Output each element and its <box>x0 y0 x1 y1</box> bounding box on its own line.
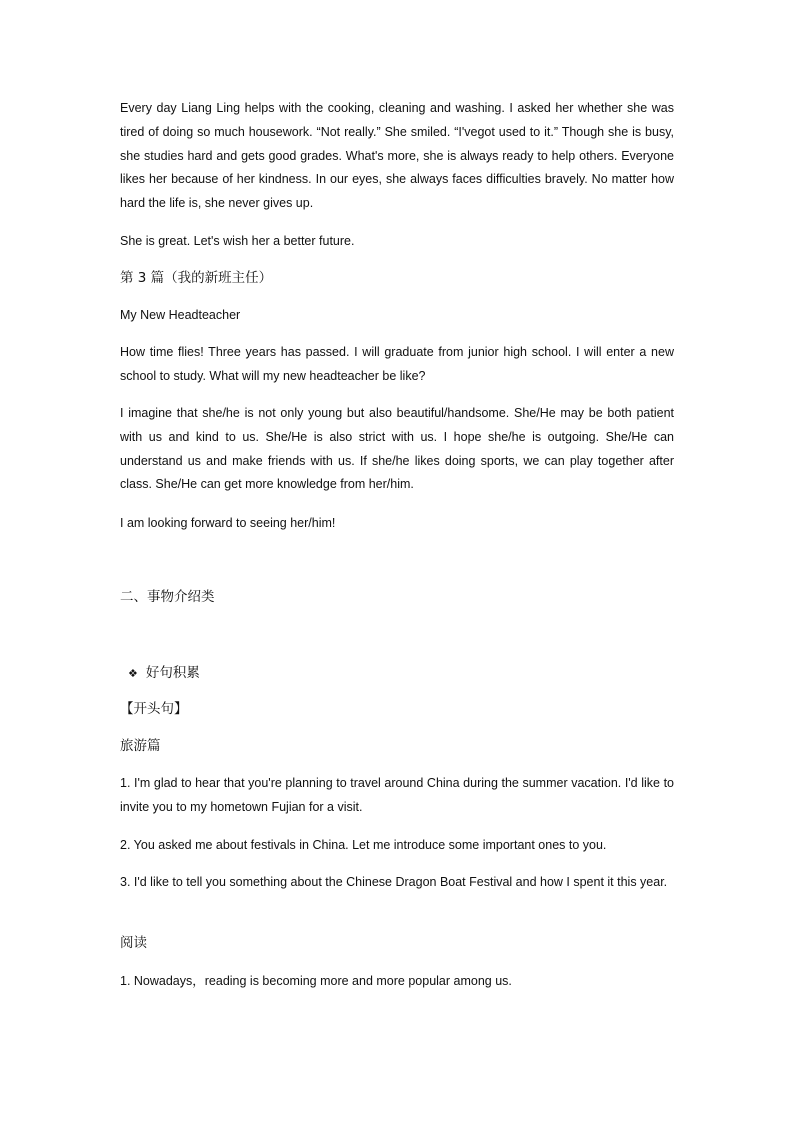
paragraph-wish: She is great. Let's wish her a better future. <box>120 234 355 248</box>
reading-heading: 阅读 <box>120 935 147 951</box>
paragraph-looking-forward: I am looking forward to seeing her/him! <box>120 516 336 530</box>
diamond-bullet-icon: ❖ <box>128 667 138 680</box>
good-sentences-label: 好句积累 <box>145 665 200 681</box>
section-heading-3: 第 3 篇（我的新班主任） <box>120 270 273 286</box>
sentence-reading-1: 1. Nowadays，reading is becoming more and more popular among us. <box>120 974 512 988</box>
travel-heading: 旅游篇 <box>120 738 161 754</box>
sentence-travel-3: 3. I'd like to tell you something about the Chinese Dragon Boat Festival and how I spent it this year. <box>120 875 668 889</box>
sentence-travel-1: 1. I'm glad to hear that you're planning to travel around China during the summer vacation. I'd like to invite you to my hometown Fujian for a visit. <box>120 776 674 814</box>
sentence-travel-2: 2. You asked me about festivals in China. Let me introduce some important ones to you. <box>120 838 607 852</box>
good-sentences-heading <box>128 662 200 684</box>
part-heading-2: 二、事物介绍类 <box>120 589 215 605</box>
opening-sentences-heading: 【开头句】 <box>120 701 188 717</box>
paragraph-imagine: I imagine that she/he is not only young but also beautiful/handsome. She/He may be both patient with us and kind to us. She/He is also strict with us. I hope she/he is outgoing. She/He can understand us and make friends with us. If she/he likes doing sports, we can play together after class. She/He can get more knowledge from her/him. <box>120 406 674 492</box>
paragraph-time-flies: How time flies! Three years has passed. I will graduate from junior high school. I will enter a new school to study. What will my new headteacher be like? <box>120 345 674 383</box>
essay-title: My New Headteacher <box>120 308 241 322</box>
paragraph-liang-ling: Every day Liang Ling helps with the cooking, cleaning and washing. I asked her whether she was tired of doing so much housework. “Not really.” She smiled. “I'vegot used to it.” Though she is busy, she studies hard and gets good grades. What's more, she is always ready to help others. Everyone likes her because of her kindness. In our eyes, she always faces difficulties bravely. No matter how hard the life is, she never gives up. <box>120 101 674 211</box>
